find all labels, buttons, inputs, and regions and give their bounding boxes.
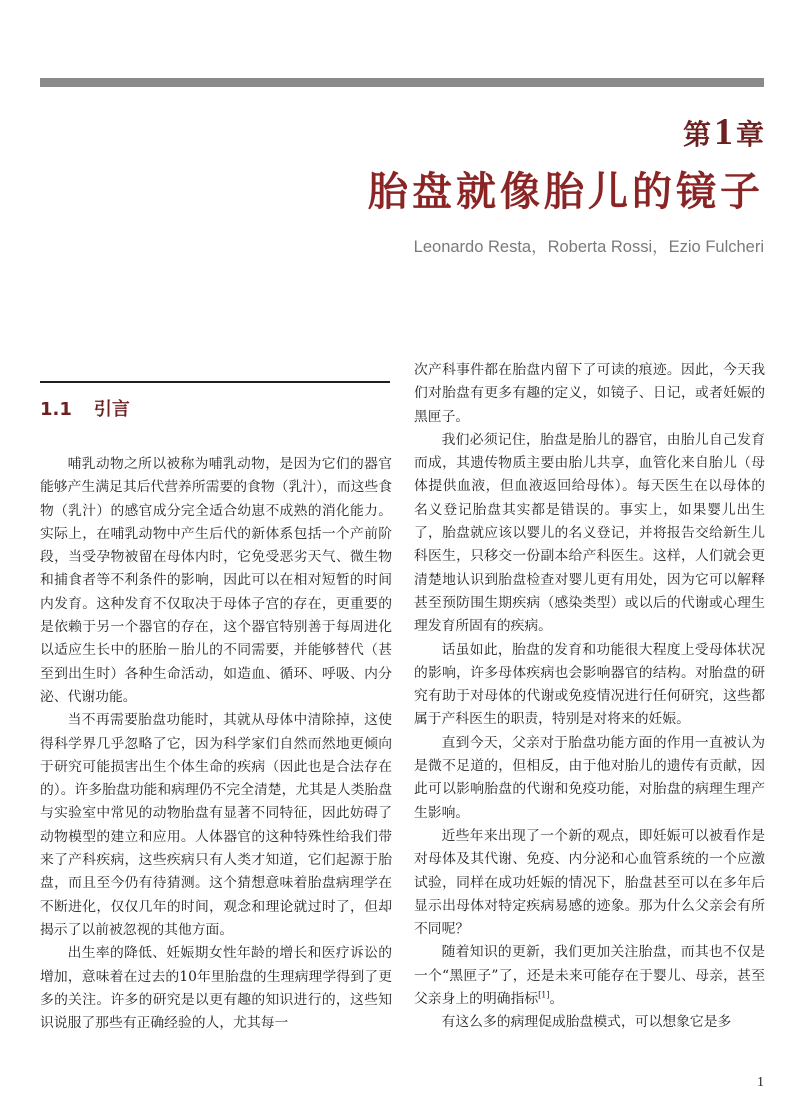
chapter-authors: Leonardo Resta，Roberta Rossi，Ezio Fulcheri [413, 238, 764, 256]
chapter-suffix: 章 [735, 118, 764, 151]
citation-reference: [1] [538, 990, 550, 1000]
body-paragraph [414, 941, 765, 1011]
body-paragraph: 出生率的降低、妊娠期女性年龄的增长和医疗诉讼的增加，意味着在过去的10年里胎盘的生理病理学得到了更多的关注。许多的研究是以更有趣的知识进行的，这些知识说服了那些有正确经验的人，尤其每一 [40, 945, 392, 1032]
right-column [414, 359, 765, 1035]
header-rule [40, 78, 764, 87]
paragraph-end: 。 [549, 991, 564, 1008]
chapter-prefix: 第 [682, 118, 711, 151]
body-paragraph: 有这么多的病理促成胎盘模式，可以想象它是多 [441, 1014, 732, 1031]
section-rule [40, 381, 390, 383]
section-heading [40, 396, 130, 424]
page-number: 1 [757, 1075, 764, 1090]
body-paragraph: 我们必须记住，胎盘是胎儿的器官，由胎儿自己发育而成，其遗传物质主要由胎儿共享，血管化来自胎儿（母体提供血液，但血液返回给母体）。每天医生在以母体的名义登记胎盘其实都是错误的。事实上，如果婴儿出生了，胎盘就应该以婴儿的名义登记，并将报告交给新生儿科医生，只移交一份副本给产科医生。这样，人们就会更清楚地认识到胎盘检查对婴儿更有用处，因为它可以解释甚至预防围生期疾病（感染类型）或以后的代谢或心理生理发育所固有的疾病。 [414, 431, 765, 635]
chapter-label [683, 112, 764, 155]
body-paragraph: 直到今天，父亲对于胎盘功能方面的作用一直被认为是微不足道的，但相反，由于他对胎儿的遗传有贡献，因此可以影响胎盘的代谢和免疫功能，对胎盘的病理生理产生影响。 [414, 734, 765, 821]
body-paragraph: 哺乳动物之所以被称为哺乳动物，是因为它们的器官能够产生满足其后代营养所需要的食物（乳汁），而这些食物（乳汁）的感官成分完全适合幼崽不成熟的消化能力。实际上，在哺乳动物中产生后代的新体系包括一个产前阶段，当受孕物被留在母体内时，它免受恶劣天气、微生物和捕食者等不利条件的影响，因此可以在相对短暂的时间内发育。这种发育不仅取决于母体子宫的存在，更重要的是依赖于另一个器官的存在，这个器官特别善于每周进化以适应生长中的胚胎－胎儿的不同需要，并能够替代（甚至到出生时）各种生命活动，如造血、循环、呼吸、内分泌、代谢功能。 [40, 456, 392, 705]
left-column [40, 453, 392, 1035]
body-paragraph: 当不再需要胎盘功能时，其就从母体中清除掉，这使得科学界几乎忽略了它，因为科学家们自然而然地更倾向于研究可能损害出生个体生命的疾病（因此也是合法存在的）。许多胎盘功能和病理仍不完全清楚，尤其是人类胎盘与实验室中常见的动物胎盘有显著不同特征，因此妨碍了动物模型的建立和应用。人体器官的这种特殊性给我们带来了产科疾病，这些疾病只有人类才知道，它们起源于胎盘，而且至今仍有待猜测。这个猜想意味着胎盘病理学在不断进化，仅仅几年的时间，观念和理论就过时了，但却揭示了以前被忽视的其他方面。 [40, 712, 392, 938]
section-number: 1.1 [40, 399, 72, 420]
body-paragraph: 近些年来出现了一个新的观点，即妊娠可以被看作是对母体及其代谢、免疫、内分泌和心血管系统的一个应激试验，同样在成功妊娠的情况下，胎盘甚至可以在多年后显示出母体对特定疾病易感的迹象。那为什么父亲会有所不同呢？ [414, 827, 765, 938]
body-paragraph-continued: 次产科事件都在胎盘内留下了可读的痕迹。因此，今天我们对胎盘有更多有趣的定义，如镜子、日记，或者妊娠的黑匣子。 [414, 362, 765, 425]
chapter-title: 胎盘就像胎儿的镜子 [368, 169, 764, 215]
section-title: 引言 [93, 399, 130, 420]
chapter-number: 1 [713, 111, 733, 153]
body-paragraph: 话虽如此，胎盘的发育和功能很大程度上受母体状况的影响，许多母体疾病也会影响器官的结构。对胎盘的研究有助于对母体的代谢或免疫情况进行任何研究，这些都属于产科医生的职责，特别是对将来的妊娠。 [414, 641, 765, 728]
paragraph-text: 随着知识的更新，我们更加关注胎盘，而其也不仅是一个“黑匣子”了，还是未来可能存在于婴儿、母亲，甚至父亲身上的明确指标 [414, 944, 765, 1008]
